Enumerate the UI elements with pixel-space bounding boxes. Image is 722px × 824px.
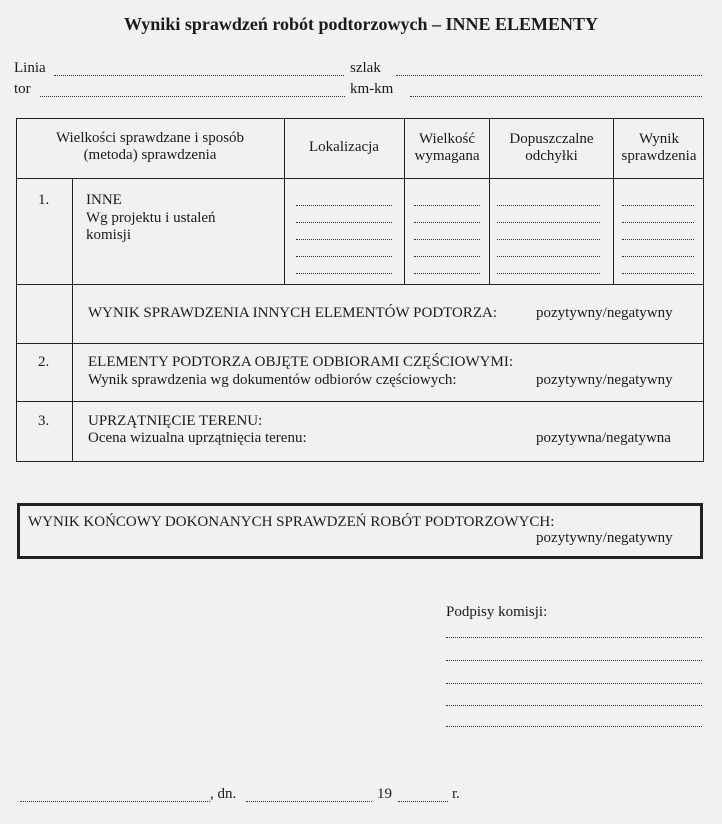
col-header-quantities: Wielkości sprawdzane i sposób (metoda) sprawdzenia xyxy=(55,130,245,163)
year-field[interactable] xyxy=(398,801,448,802)
row1-desc2: komisji xyxy=(86,227,132,243)
szlak-field[interactable] xyxy=(396,75,702,76)
final-result-value[interactable]: pozytywny/negatywny xyxy=(536,530,673,546)
summary-label: WYNIK SPRAWDZENIA INNYCH ELEMENTÓW PODTORZA: xyxy=(88,305,498,321)
col-header-required: Wielkość wymagana xyxy=(414,131,480,164)
year-suffix: r. xyxy=(452,786,460,802)
row1-desc: Wg projektu i ustaleń xyxy=(86,210,216,226)
signatures-label: Podpisy komisji: xyxy=(446,604,548,620)
tor-field[interactable] xyxy=(40,96,345,97)
km-field[interactable] xyxy=(410,96,702,97)
szlak-label: szlak xyxy=(350,60,381,76)
date-prefix: , dn. xyxy=(210,786,237,802)
row3-result[interactable]: pozytywna/negatywna xyxy=(536,430,671,446)
row2-result[interactable]: pozytywny/negatywny xyxy=(536,372,673,388)
row3-number: 3. xyxy=(38,413,50,429)
row1-title: INNE xyxy=(86,192,122,208)
linia-label: Linia xyxy=(14,60,46,76)
row2-number: 2. xyxy=(38,354,50,370)
final-result-label: WYNIK KOŃCOWY DOKONANYCH SPRAWDZEŃ ROBÓT PODTORZOWYCH: xyxy=(28,514,555,530)
col-header-tolerance: Dopuszczalne odchyłki xyxy=(509,131,594,164)
document-title: Wyniki sprawdzeń robót podtorzowych – INNE ELEMENTY xyxy=(123,14,599,34)
col-header-location: Lokalizacja xyxy=(309,139,379,155)
date-field[interactable] xyxy=(246,801,372,802)
year-prefix: 19 xyxy=(377,786,392,802)
row3-desc: Ocena wizualna uprzątnięcia terenu: xyxy=(88,430,307,446)
place-field[interactable] xyxy=(20,801,210,802)
linia-field[interactable] xyxy=(54,75,344,76)
km-label: km-km xyxy=(350,81,394,97)
col-header-result: Wynik sprawdzenia xyxy=(621,131,697,164)
summary-result[interactable]: pozytywny/negatywny xyxy=(536,305,673,321)
row2-title: ELEMENTY PODTORZA OBJĘTE ODBIORAMI CZĘŚCIOWYMI: xyxy=(88,354,513,370)
row2-desc: Wynik sprawdzenia wg dokumentów odbiorów częściowych: xyxy=(88,372,457,388)
row3-title: UPRZĄTNIĘCIE TERENU: xyxy=(88,413,263,429)
tor-label: tor xyxy=(14,81,31,97)
row1-number: 1. xyxy=(38,192,50,208)
